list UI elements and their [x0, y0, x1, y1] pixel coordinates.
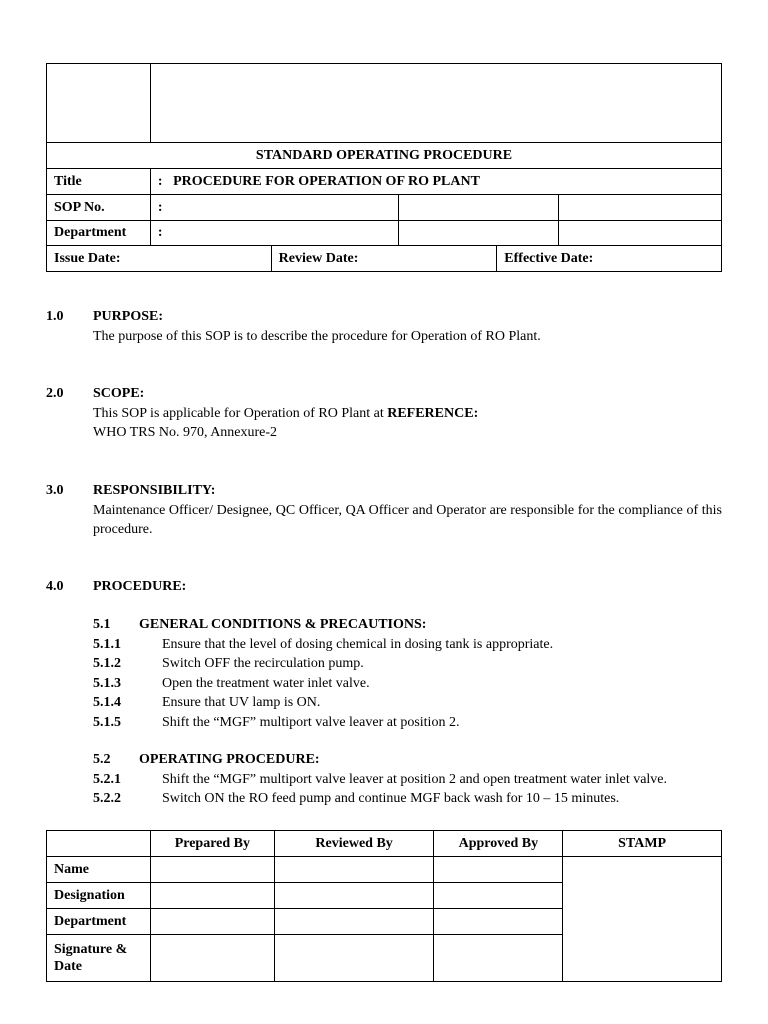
sop-no-extra-2	[559, 195, 722, 221]
step-text: Shift the “MGF” multiport valve leaver at position 2.	[162, 715, 460, 730]
operating-procedure-title: OPERATING PROCEDURE:	[139, 752, 320, 767]
logo-cell	[47, 64, 151, 143]
department-extra-1	[399, 221, 559, 246]
step-text: Shift the “MGF” multiport valve leaver at position 2 and open treatment water inlet valve.	[162, 772, 668, 787]
step-number: 5.2.2	[93, 791, 121, 806]
step-number: 5.1.3	[93, 676, 121, 691]
step-5-1-2	[93, 654, 733, 674]
approval-cell	[434, 935, 563, 982]
reference-text: WHO TRS No. 970, Annexure-2	[93, 425, 278, 440]
stamp-cell	[563, 857, 722, 982]
responsibility-number: 3.0	[46, 483, 64, 498]
step-text: Open the treatment water inlet valve.	[162, 676, 370, 691]
column-reviewed-by: Reviewed By	[274, 831, 434, 857]
column-prepared-by: Prepared By	[150, 831, 274, 857]
approval-cell	[150, 935, 274, 982]
responsibility-section	[46, 481, 722, 541]
department-label: Department	[47, 221, 151, 246]
step-5-2-2	[93, 789, 733, 809]
approval-cell	[274, 909, 434, 935]
approval-cell	[150, 857, 274, 883]
general-conditions-heading	[93, 615, 733, 635]
sop-header-table	[46, 63, 722, 272]
step-5-1-1	[93, 635, 733, 655]
general-conditions-number: 5.1	[93, 617, 111, 632]
purpose-text: The purpose of this SOP is to describe the procedure for Operation of RO Plant.	[93, 328, 541, 344]
step-5-1-3	[93, 674, 733, 694]
department-extra-2	[559, 221, 722, 246]
reference-label: REFERENCE:	[387, 405, 479, 421]
operating-procedure-number: 5.2	[93, 752, 111, 767]
general-conditions-title: GENERAL CONDITIONS & PRECAUTIONS:	[139, 617, 427, 632]
approval-cell	[434, 909, 563, 935]
step-text: Switch OFF the recirculation pump.	[162, 656, 364, 671]
approval-cell	[150, 909, 274, 935]
row-label-name: Name	[47, 857, 151, 883]
step-5-1-4	[93, 693, 733, 713]
responsibility-text: Maintenance Officer/ Designee, QC Officer, QA Officer and Operator are responsible for the compliance of this procedure.	[93, 502, 722, 537]
procedure-heading: PROCEDURE:	[93, 579, 187, 594]
department-value: :	[150, 221, 399, 246]
scope-text: This SOP is applicable for Operation of RO Plant at	[93, 405, 388, 421]
title-value: : PROCEDURE FOR OPERATION OF RO PLANT	[150, 169, 721, 195]
step-number: 5.1.1	[93, 637, 121, 652]
operating-procedure-heading	[93, 750, 733, 770]
company-cell	[150, 64, 721, 143]
column-stamp: STAMP	[563, 831, 722, 857]
scope-line	[93, 404, 722, 424]
step-5-2-1	[93, 770, 733, 790]
row-label-designation: Designation	[47, 883, 151, 909]
step-number: 5.1.2	[93, 656, 121, 671]
approval-cell	[274, 883, 434, 909]
step-text: Switch ON the RO feed pump and continue MGF back wash for 10 – 15 minutes.	[162, 791, 620, 806]
responsibility-heading: RESPONSIBILITY:	[93, 483, 216, 498]
row-label-signature-date: Signature & Date	[47, 935, 151, 982]
sop-no-extra-1	[399, 195, 559, 221]
step-5-1-5	[93, 713, 733, 733]
purpose-heading: PURPOSE:	[93, 309, 163, 324]
approval-cell	[274, 857, 434, 883]
step-text: Ensure that UV lamp is ON.	[162, 695, 321, 710]
review-date-label: Review Date:	[271, 246, 497, 272]
scope-number: 2.0	[46, 386, 64, 401]
step-number: 5.1.4	[93, 695, 121, 710]
title-label: Title	[47, 169, 151, 195]
approval-cell	[150, 883, 274, 909]
step-text: Ensure that the level of dosing chemical in dosing tank is appropriate.	[162, 637, 554, 652]
approval-cell	[274, 935, 434, 982]
procedure-number: 4.0	[46, 579, 64, 594]
column-approved-by: Approved By	[434, 831, 563, 857]
main-title: STANDARD OPERATING PROCEDURE	[47, 143, 722, 169]
sop-no-label: SOP No.	[47, 195, 151, 221]
scope-section	[46, 384, 722, 444]
purpose-section	[46, 307, 722, 347]
effective-date-label: Effective Date:	[497, 246, 722, 272]
issue-date-label: Issue Date:	[47, 246, 272, 272]
procedure-section	[46, 577, 722, 597]
purpose-number: 1.0	[46, 309, 64, 324]
step-number: 5.1.5	[93, 715, 121, 730]
approval-cell	[434, 857, 563, 883]
approval-corner-cell	[47, 831, 151, 857]
scope-heading: SCOPE:	[93, 386, 145, 401]
approval-table	[46, 830, 722, 982]
approval-cell	[434, 883, 563, 909]
step-number: 5.2.1	[93, 772, 121, 787]
row-label-department: Department	[47, 909, 151, 935]
sop-no-value: :	[150, 195, 399, 221]
